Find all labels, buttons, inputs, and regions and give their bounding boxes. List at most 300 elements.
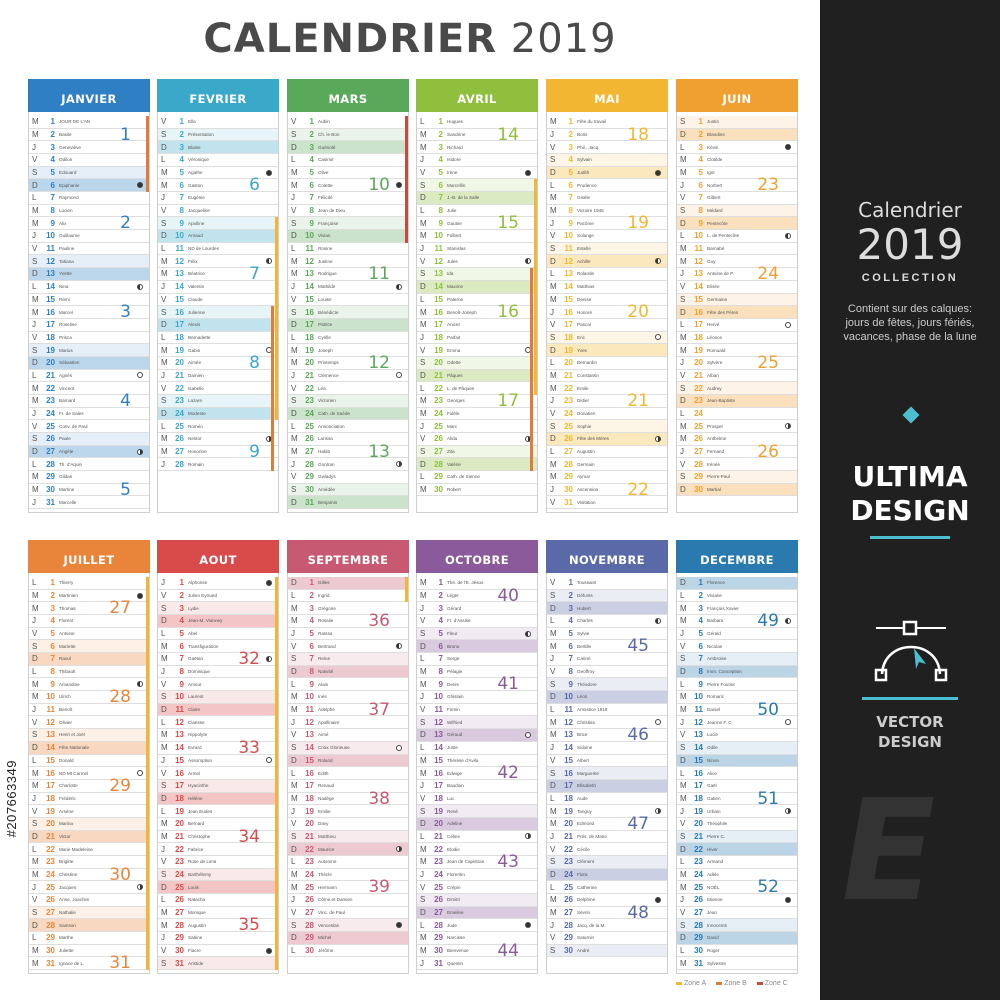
day-row <box>417 243 537 256</box>
saint-name: Geoffroy <box>577 669 595 675</box>
day-row <box>677 420 797 433</box>
weekday-letter: M <box>291 256 298 266</box>
saint-name: Aude <box>577 795 588 801</box>
day-row <box>288 615 408 628</box>
day-number: 4 <box>309 616 314 626</box>
day-row <box>547 230 667 243</box>
day-row <box>29 907 149 920</box>
weekday-letter: L <box>550 793 555 803</box>
day-row <box>547 678 667 691</box>
day-number: 25 <box>434 882 443 892</box>
weekday-letter: D <box>420 193 426 203</box>
day-row <box>547 907 667 920</box>
weekday-letter: S <box>32 345 38 355</box>
day-number: 17 <box>175 781 184 791</box>
day-number: 21 <box>46 831 55 841</box>
weekday-letter: J <box>420 958 424 968</box>
day-row <box>547 420 667 433</box>
month-avril <box>416 79 538 513</box>
weekday-letter: M <box>680 603 687 613</box>
weekday-letter: M <box>550 641 557 651</box>
school-holiday-strip <box>405 116 408 243</box>
day-row <box>288 894 408 907</box>
day-number: 29 <box>175 933 184 943</box>
day-row <box>288 344 408 357</box>
month-days <box>546 573 668 974</box>
day-row <box>29 306 149 319</box>
day-row <box>288 932 408 945</box>
week-number: 42 <box>497 763 519 784</box>
weekday-letter: L <box>32 578 37 588</box>
day-number: 7 <box>438 193 443 203</box>
weekday-letter: V <box>420 256 426 266</box>
weekday-letter: M <box>420 307 427 317</box>
day-row <box>288 370 408 383</box>
day-number: 11 <box>694 705 703 715</box>
day-row <box>158 294 278 307</box>
saint-name: Céline <box>447 833 461 839</box>
weekday-letter: V <box>291 383 297 393</box>
day-row <box>158 357 278 370</box>
saint-name: Conv. de Paul <box>59 423 88 429</box>
day-number: 21 <box>694 831 703 841</box>
stock-credit: #207663349 <box>4 760 19 838</box>
saint-name: Joseph <box>318 347 333 353</box>
weekday-letter: S <box>550 421 556 431</box>
day-number: 18 <box>434 793 443 803</box>
day-number: 23 <box>46 857 55 867</box>
day-row <box>677 628 797 641</box>
day-number: 24 <box>175 408 184 418</box>
weekday-letter: L <box>550 705 555 715</box>
saint-name: Pentecôte <box>707 220 728 226</box>
day-number: 28 <box>175 920 184 930</box>
saint-name: Julie <box>447 208 457 214</box>
saint-name: Léonce <box>707 334 723 340</box>
weekday-letter: D <box>550 692 556 702</box>
saint-name: Daniel <box>707 707 721 713</box>
saint-name: Donald <box>59 757 74 763</box>
weekday-letter: M <box>161 730 168 740</box>
day-number: 24 <box>564 408 573 418</box>
day-row <box>547 332 667 345</box>
day-number: 25 <box>305 882 314 892</box>
day-row <box>288 458 408 471</box>
day-row <box>288 179 408 192</box>
day-row <box>417 433 537 446</box>
day-number: 2 <box>568 591 573 600</box>
day-row <box>158 666 278 679</box>
saint-name: Benjamin <box>318 499 338 505</box>
day-number: 8 <box>698 206 703 216</box>
saint-name: Juliette <box>59 948 74 954</box>
day-number: 23 <box>564 857 573 867</box>
day-row <box>547 945 667 958</box>
week-number: 19 <box>627 213 649 234</box>
saint-name: Augustin <box>188 922 206 928</box>
week-number: 29 <box>109 775 131 796</box>
day-number: 3 <box>438 603 443 613</box>
moon-phase-icon <box>137 449 143 455</box>
day-row <box>29 179 149 192</box>
saint-name: Gwladys <box>318 474 336 480</box>
weekday-letter: V <box>420 616 426 626</box>
saint-name: Annonciation <box>318 423 345 429</box>
weekday-letter: D <box>550 781 556 791</box>
saint-name: Achille <box>577 258 591 264</box>
day-number: 15 <box>46 294 55 304</box>
weekday-letter: D <box>420 459 426 469</box>
saint-name: Evrard <box>188 745 202 751</box>
day-number: 7 <box>309 654 314 664</box>
weekday-letter: M <box>420 408 427 418</box>
saint-name: Romain <box>188 461 204 467</box>
day-number: 9 <box>438 679 443 689</box>
day-number: 11 <box>305 705 314 715</box>
saint-name: Monique <box>188 910 206 915</box>
saint-name: Alain <box>318 681 329 687</box>
weekday-letter: D <box>291 578 297 588</box>
saint-name: Aymar <box>577 474 591 480</box>
weekday-letter: M <box>161 345 168 355</box>
day-number: 17 <box>434 320 443 330</box>
day-number: 9 <box>309 218 314 228</box>
weekday-letter: D <box>550 869 556 879</box>
weekday-letter: D <box>161 408 167 418</box>
day-number: 15 <box>694 294 703 304</box>
weekday-letter: L <box>32 459 37 469</box>
saint-name: Arnaud <box>188 233 203 239</box>
saint-name: Bénédicte <box>318 309 339 315</box>
saint-name: Elisée <box>707 284 720 290</box>
saint-name: Odilon <box>59 157 73 163</box>
day-number: 12 <box>434 256 443 266</box>
weekday-letter: M <box>680 168 687 178</box>
day-number: 5 <box>50 168 55 178</box>
saint-name: Cath. de Suède <box>318 410 350 416</box>
day-row <box>288 243 408 256</box>
day-row <box>417 704 537 717</box>
weekday-letter: D <box>161 705 167 715</box>
day-number: 30 <box>564 946 573 956</box>
day-row <box>547 446 667 459</box>
weekday-letter: L <box>550 180 555 190</box>
saint-name: Hervé <box>707 322 720 328</box>
saint-name: Juste <box>447 745 458 751</box>
weekday-letter: V <box>420 793 426 803</box>
day-number: 27 <box>434 447 443 456</box>
saint-name: Bernadette <box>188 334 211 340</box>
day-number: 7 <box>698 193 703 203</box>
day-row <box>158 268 278 281</box>
day-number: 13 <box>694 269 703 279</box>
saint-name: Abel <box>188 631 198 637</box>
saint-name: Raoul <box>59 656 72 662</box>
weekday-letter: M <box>32 869 39 879</box>
weekday-letter: L <box>161 806 166 816</box>
day-row <box>158 420 278 433</box>
saint-name: Damien <box>188 372 204 378</box>
saint-name: Catherine <box>577 884 597 890</box>
day-number: 12 <box>694 717 703 727</box>
weekday-letter: L <box>550 358 555 368</box>
day-row <box>677 382 797 395</box>
saint-name: Donatien <box>577 410 596 416</box>
day-number: 20 <box>175 819 184 829</box>
month-mars <box>287 79 409 513</box>
weekday-letter: L <box>420 383 425 393</box>
weekday-letter: J <box>32 497 36 507</box>
weekday-letter: S <box>550 679 556 689</box>
saint-name: Aristide <box>188 960 204 966</box>
saint-name: Bruno <box>447 643 460 649</box>
weekday-letter: M <box>420 667 427 677</box>
saint-name: Pâques <box>447 372 463 378</box>
vector-line-1: VECTOR <box>876 713 944 731</box>
saint-name: Imm. Conception <box>707 669 742 675</box>
weekday-letter: M <box>420 130 427 139</box>
day-row <box>158 577 278 590</box>
month-juillet <box>28 540 150 974</box>
day-number: 1 <box>309 578 314 588</box>
weekday-letter: V <box>161 206 167 216</box>
weekday-letter: M <box>291 793 298 803</box>
week-number: 20 <box>627 302 649 323</box>
day-number: 16 <box>305 768 314 778</box>
saint-name: Apolline <box>188 220 205 226</box>
week-number: 37 <box>368 699 390 720</box>
day-number: 5 <box>438 168 443 178</box>
month-header: AOUT <box>157 540 279 573</box>
weekday-letter: L <box>680 857 685 867</box>
day-number: 23 <box>175 396 184 406</box>
saint-name: Léon <box>577 694 588 700</box>
day-number: 14 <box>694 282 703 292</box>
weekday-letter: J <box>550 831 554 841</box>
saint-name: Boris <box>577 132 588 137</box>
saint-name: Innocents <box>707 922 727 928</box>
weekday-letter: L <box>550 616 555 626</box>
day-row <box>677 230 797 243</box>
day-number: 31 <box>46 497 55 507</box>
day-row <box>417 179 537 192</box>
moon-phase-icon <box>266 580 272 586</box>
day-row <box>417 306 537 319</box>
day-row <box>288 881 408 894</box>
month-header: NOVEMBRE <box>546 540 668 573</box>
saint-name: Carine <box>577 656 591 662</box>
weekday-letter: L <box>420 472 425 482</box>
title-word: CALENDRIER <box>203 16 498 62</box>
day-number: 4 <box>50 616 55 626</box>
weekday-letter: M <box>161 920 168 930</box>
saint-name: Maurice <box>318 846 335 852</box>
day-number: 3 <box>698 603 703 613</box>
saint-name: Jean Eudes <box>188 808 213 814</box>
saint-name: Christian <box>577 719 596 725</box>
weekday-letter: D <box>291 320 297 330</box>
month-header: FEVRIER <box>157 79 279 112</box>
day-number: 4 <box>309 155 314 165</box>
month-decembre <box>676 540 798 974</box>
day-number: 1 <box>179 578 184 588</box>
saint-name: Prosper <box>707 423 724 429</box>
weekday-letter: M <box>32 396 39 406</box>
weekday-letter: L <box>32 667 37 677</box>
weekday-letter: S <box>420 447 426 456</box>
saint-name: Ella <box>188 119 196 125</box>
weekday-letter: M <box>680 616 687 626</box>
day-row <box>158 843 278 856</box>
saint-name: Etienne <box>707 897 723 903</box>
day-number: 31 <box>564 497 573 507</box>
weekday-letter: J <box>291 370 295 380</box>
saint-name: Ingrid <box>318 593 330 598</box>
weekday-letter: S <box>291 218 297 228</box>
weekday-letter: M <box>291 345 298 355</box>
day-number: 29 <box>305 933 314 943</box>
weekday-letter: M <box>291 692 298 702</box>
day-number: 8 <box>50 206 55 216</box>
day-number: 1 <box>568 117 573 127</box>
saint-name: Cécile <box>577 846 590 852</box>
weekday-letter: V <box>680 459 686 469</box>
day-row <box>677 678 797 691</box>
saint-name: Blandine <box>707 132 725 137</box>
day-row <box>29 395 149 408</box>
weekday-letter: M <box>32 958 39 968</box>
day-row <box>288 496 408 509</box>
weekday-letter: J <box>420 692 424 702</box>
saint-name: Pauline <box>59 246 75 252</box>
saint-name: Médard <box>707 208 723 214</box>
weekday-letter: M <box>680 692 687 702</box>
weekday-letter: M <box>32 472 39 482</box>
weekday-letter: M <box>291 358 298 368</box>
weekday-letter: M <box>32 591 39 600</box>
weekday-letter: S <box>291 920 297 930</box>
day-number: 7 <box>179 193 184 203</box>
saint-name: Toussaint <box>577 580 597 586</box>
weekday-letter: J <box>680 806 684 816</box>
day-row <box>417 957 537 970</box>
saint-name: Anne, Joachim <box>59 897 90 903</box>
saint-name: Anicet <box>447 322 460 328</box>
day-row <box>29 332 149 345</box>
day-number: 15 <box>434 294 443 304</box>
weekday-letter: V <box>420 882 426 892</box>
saint-name: Présentation <box>188 132 214 137</box>
saint-name: Romuald <box>707 347 726 353</box>
month-header: OCTOBRE <box>416 540 538 573</box>
day-number: 27 <box>434 908 443 917</box>
saint-name: Gildas <box>59 474 73 480</box>
day-number: 12 <box>305 717 314 727</box>
week-number: 33 <box>238 737 260 758</box>
week-number: 38 <box>368 788 390 809</box>
weekday-letter: L <box>291 679 296 689</box>
week-number: 48 <box>627 902 649 923</box>
saint-name: Gaël <box>707 783 717 789</box>
day-number: 19 <box>175 345 184 355</box>
saint-name: Marcel <box>59 309 73 315</box>
month-header: JUILLET <box>28 540 150 573</box>
saint-name: Eugénie <box>188 195 205 201</box>
saint-name: Louise <box>318 296 332 302</box>
day-row <box>288 167 408 180</box>
saint-name: ND Mt Carmel <box>59 770 89 776</box>
day-row <box>677 755 797 768</box>
day-row <box>288 793 408 806</box>
weekday-letter: M <box>291 705 298 715</box>
day-number: 6 <box>50 180 55 190</box>
weekday-letter: M <box>32 946 39 956</box>
day-row <box>417 818 537 831</box>
day-row <box>158 742 278 755</box>
day-number: 5 <box>309 629 314 639</box>
day-number: 14 <box>175 282 184 292</box>
day-number: 11 <box>564 705 573 715</box>
weekday-letter: V <box>680 641 686 651</box>
weekday-letter: D <box>291 497 297 507</box>
saint-name: Cyrille <box>318 334 331 340</box>
saint-name: Christophe <box>188 833 211 839</box>
day-number: 13 <box>175 730 184 740</box>
day-row <box>29 919 149 932</box>
day-row <box>417 395 537 408</box>
saint-name: Sophie <box>577 423 592 429</box>
day-row <box>417 843 537 856</box>
day-row <box>29 167 149 180</box>
day-number: 3 <box>50 603 55 613</box>
saint-name: André <box>577 948 590 954</box>
weekday-letter: J <box>161 193 165 203</box>
day-row <box>288 755 408 768</box>
day-number: 22 <box>305 844 314 854</box>
day-row <box>417 382 537 395</box>
weekday-letter: M <box>420 755 427 765</box>
school-holiday-strip <box>271 306 274 471</box>
diamond-icon <box>903 407 920 424</box>
month-days <box>676 112 798 513</box>
weekday-letter: M <box>550 730 557 740</box>
day-row <box>417 932 537 945</box>
weekday-letter: M <box>680 958 687 968</box>
weekday-letter: M <box>161 434 168 444</box>
saint-name: Elodie <box>447 846 460 852</box>
day-row <box>29 729 149 742</box>
month-days <box>28 573 150 974</box>
day-number: 24 <box>434 869 443 879</box>
saint-name: Lazare <box>188 398 203 404</box>
day-number: 21 <box>434 370 443 380</box>
saint-name: Laurent <box>188 694 204 700</box>
weekday-letter: M <box>291 869 298 879</box>
day-number: 19 <box>694 345 703 355</box>
day-number: 29 <box>694 933 703 943</box>
day-number: 22 <box>694 844 703 854</box>
day-number: 12 <box>175 717 184 727</box>
day-row <box>417 255 537 268</box>
saint-name: Agnès <box>59 372 73 378</box>
day-row <box>158 640 278 653</box>
day-row <box>547 755 667 768</box>
day-number: 7 <box>50 654 55 664</box>
day-row <box>29 945 149 958</box>
day-row <box>547 704 667 717</box>
weekday-letter: S <box>680 831 686 841</box>
month-fevrier <box>157 79 279 513</box>
